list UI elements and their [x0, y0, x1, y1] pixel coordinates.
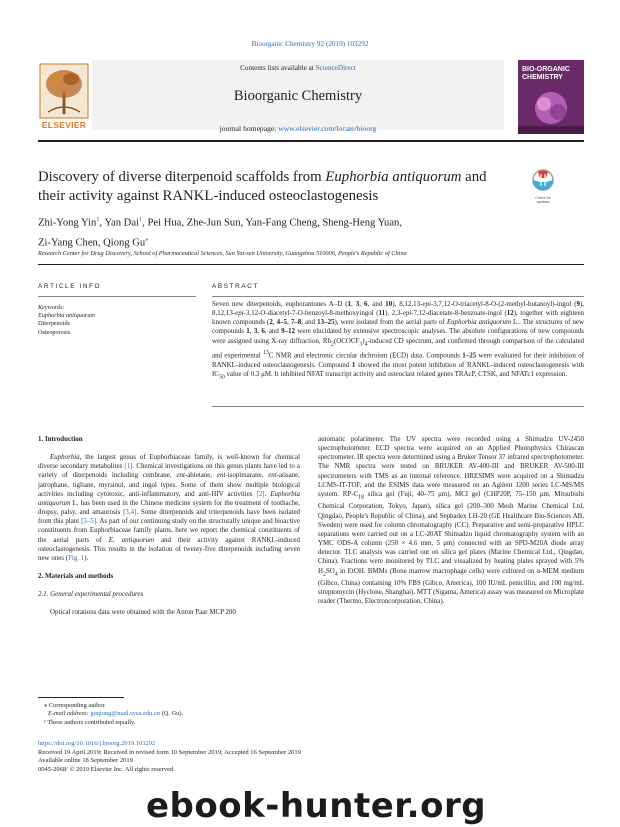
sciencedirect-link[interactable]: ScienceDirect — [315, 64, 356, 72]
keywords-block — [38, 304, 198, 337]
author-mark[interactable]: 1 — [138, 216, 143, 223]
doi-link[interactable]: https://doi.org/10.1016/j.bioorg.2019.103292 — [38, 740, 156, 747]
keyword-item: Osteoporosis — [38, 328, 71, 336]
elsevier-logo — [38, 62, 90, 132]
article-info-heading: ARTICLE INFO — [38, 283, 102, 290]
affiliation: Research Center for Drug Discovery, School of Pharmaceutical Sciences, Sun Yat-sen University, Guangzhou 510006, People's Republic of China — [38, 250, 407, 257]
homepage-link[interactable]: www.elsevier.com/locate/bioorg — [278, 124, 377, 133]
journal-cover-image — [518, 60, 584, 134]
contents-line — [92, 64, 504, 72]
author-name[interactable]: Zhi-Yong Yin — [38, 217, 97, 229]
cover-title: BIO-ORGANIC CHEMISTRY — [522, 66, 570, 81]
keywords-label: Keywords: — [38, 304, 65, 311]
keyword-item: Euphorbia antiquorum — [38, 312, 95, 320]
author-name[interactable]: Yan-Fang Cheng — [245, 217, 318, 229]
author-separator: , — [181, 217, 187, 229]
crossmark-label: Check for updates — [535, 196, 551, 204]
title-part-1: Discovery of diverse diterpenoid scaffolds from — [38, 169, 326, 185]
abstract-bottom-divider — [212, 406, 584, 407]
title-species: Euphorbia antiquorum — [325, 169, 462, 185]
author-separator: , — [99, 217, 105, 229]
author-name[interactable]: Yan Dai — [104, 217, 139, 229]
cover-art-icon — [518, 60, 584, 134]
abstract-divider — [212, 296, 584, 297]
check-for-updates-button[interactable] — [530, 169, 556, 204]
author-name[interactable]: Zhe-Jun Sun — [186, 217, 241, 229]
title-part-2: and their activity against RANKL-induced osteoclastogenesis — [38, 169, 487, 204]
copyright: 0045-2068/ © 2019 Elsevier Inc. All rights reserved. — [38, 765, 175, 773]
author-mark[interactable]: 1 — [96, 216, 100, 223]
keyword-item: Diterpenoids — [38, 320, 70, 328]
email-note — [38, 710, 308, 718]
author-name[interactable]: Qiong Gu — [103, 237, 146, 249]
body-column-right: automatic polarimeter. The UV spectra were recorded using a Shimadzu UV-2450 spectrophotometer. ECD spectra were acquired on an Applied Photophysics Chirascan spectrometer. IR spectra were determined using a Bruker Tensor 37 infrared spectrophotometer. The NMR spectra were tested on BRUKER AV-400-III and BRUKER AV-500-III spectrometers with TMS as an internal reference. HRESIMS were acquired on a Shimadzu LCMS-IT-TOF, and the ESIMS data were measured on an Agilent 1200 series LC-MS/MS system. $RP-C_{18}$ silica gel (Fuji, 40–75 μm), MCI gel (CHP20P, 75–150 μm, Mitsubishi Chemical Corporation, Tokyo, Japan), silica gel (200–300 Mesh Marine Chemical Ltd, Qingdao, People's Republic of China), and Sephadex LH-20 (GE Healthcare Bio-Sciences AB, Sweden) were used for column chromatography (CC). Preparative and semi-preparative HPLC separations were carried out on a LC-20AT Shimadzu liquid chromatography system with an YMC ODS-A column (250 × 4.6 mm, 5 μm) connected with an SPD-M20A diode array detector. TLC analysis was carried out on silica gel plates (Marine Chemical Ltd., Qingdao, China). Fractions were monitored by TLC and visualized by heating plates sprayed with 5% $H_2SO_4$ in EtOH. BMMs (Bone marrow macrophage cells) were cultured on α-MEM medium (Gibco, China) containing 10% FBS (Gibco, America), 100 IU/mL penicillin, and 100 mg/mL streptomycin (Hyclone, Shanghai). MTT (Sigama, America) assay was measured on Microplate reader (Thermo, Electroncorporation, China). — [318, 435, 584, 606]
author-separator: , — [97, 237, 104, 249]
corresponding-author-note: ⁎ Corresponding author. — [44, 702, 106, 709]
crossmark-icon — [530, 169, 556, 191]
author-name[interactable]: Pei Hua — [147, 217, 182, 229]
equal-contribution-note: ¹ These authors contributed equally. — [44, 718, 136, 726]
abstract-text: Seven new diterpenoids, euphorantones A–D (1, 3, 6, and 10), 8,12,13-epi-3,7,12-O-triacetyl-8-O-(2-methyl-butanoyl)-ingol (9), 8,12,13-epi-3,12-O-diacetyl-7-O-benzoyl-8-methoxyingol (11), 2,3-epi-7,12-diacetate-8-benzoate-ingol (12), together with eighteen known compounds (2, 4–5, 7–8, and 13–25), were isolated from the aerial parts of Euphorbia antiquorum L.. The structures of new compounds 1, 3, 6, and 9–12 were elucidated by extensive spectroscopic analyses. The absolute configurations of new compounds were assigned using X-ray diffraction, $Rh_2(OCOCF_3)_4$-induced CD spectrum, and confirmed through comparison of the calculated and experimental $^{13}$C NMR and electronic circular dichroism (ECD) data. Compounds 1–25 were evaluated for their inhibition of RANKL-induced osteoclastogenesis. Compound 1 showed the most potent inhibition of RANKL-induced osteoclastogenesis with $IC_{50}$ value of 0.3 μM. It inhibited NFAT transcript activity and osteoclast related genes TRAcP, CTSK, and NFATc1 expression. — [212, 300, 585, 381]
watermark: ebook-hunter.org — [146, 786, 487, 826]
journal-name: Bioorganic Chemistry — [233, 88, 363, 104]
elsevier-wordmark: ELSEVIER — [41, 120, 87, 130]
publication-info — [38, 740, 438, 774]
available-online: Available online 18 September 2019 — [38, 757, 133, 764]
footnotes — [38, 702, 308, 727]
header-divider — [38, 140, 584, 142]
author-list — [38, 212, 508, 252]
author-separator: , — [240, 217, 246, 229]
journal-reference[interactable]: Bioorganic Chemistry 92 (2019) 103292 — [251, 40, 369, 48]
author-mark[interactable]: ⁎ — [145, 236, 149, 244]
article-title — [38, 168, 488, 205]
author-name[interactable]: Sheng-Heng Yuan — [322, 217, 400, 229]
body-column-left: 1. Introduction Euphorbia, the largest genus of Euphorbiaceae family, is well-known for chemical diverse secondary metabolites [1]. Chemical investigations on this genus plants have led to a variety of diterpenoids including cembrane, ent-abietane, ent-isopimarane, ent-atisane, jatrophane, tigliane, myrsinol, and ingol types. Some of them show multiple biological activities including cytotoxic, anti-inflammatory, and anti-HIV activities [2]. Euphorbia antiquorum L. has been used in the Chinese medicine system for the treatment of toothache, dropsy, palsy, and amaurosis [3,4]. Some diterpenoids and triterpenoids have been isolated from this plant [3–5]. As part of our continuing study on the structurally unique and bioactive constituents from Euphorbiaceae family plants, here we report the chemical constituents of the aerial parts of E. antiquorum and their activity against RANKL-induced osteoclastogenesis. This results in the isolation of twenty-five diterpenoids including seven new ones (Fig. 1). 2. Materials and methods 2.1. General experimental procedures Optical rotations data were obtained with the Anton Paar MCP 200 — [38, 435, 300, 617]
homepage-prefix: journal homepage: — [219, 124, 279, 133]
email-label: E-mail address: — [48, 710, 91, 718]
author-name[interactable]: Zi-Yang Chen — [38, 237, 98, 249]
author-separator: , — [317, 217, 323, 229]
email-suffix: (Q. Gu). — [159, 710, 184, 718]
received-dates: Received 19 April 2019; Received in revised form 10 September 2019; Accepted 16 September 2019 — [38, 748, 301, 756]
affiliation-divider — [38, 264, 584, 265]
author-separator: , — [142, 217, 148, 229]
footnote-divider — [38, 697, 124, 698]
contents-prefix: Contents lists available at — [240, 64, 316, 72]
email-link[interactable]: guqiong@mail.sysu.edu.cn — [90, 710, 160, 718]
journal-homepage — [92, 124, 504, 133]
author-separator: , — [399, 217, 403, 229]
abstract-heading: ABSTRACT — [212, 283, 259, 290]
article-info-divider — [38, 296, 196, 297]
